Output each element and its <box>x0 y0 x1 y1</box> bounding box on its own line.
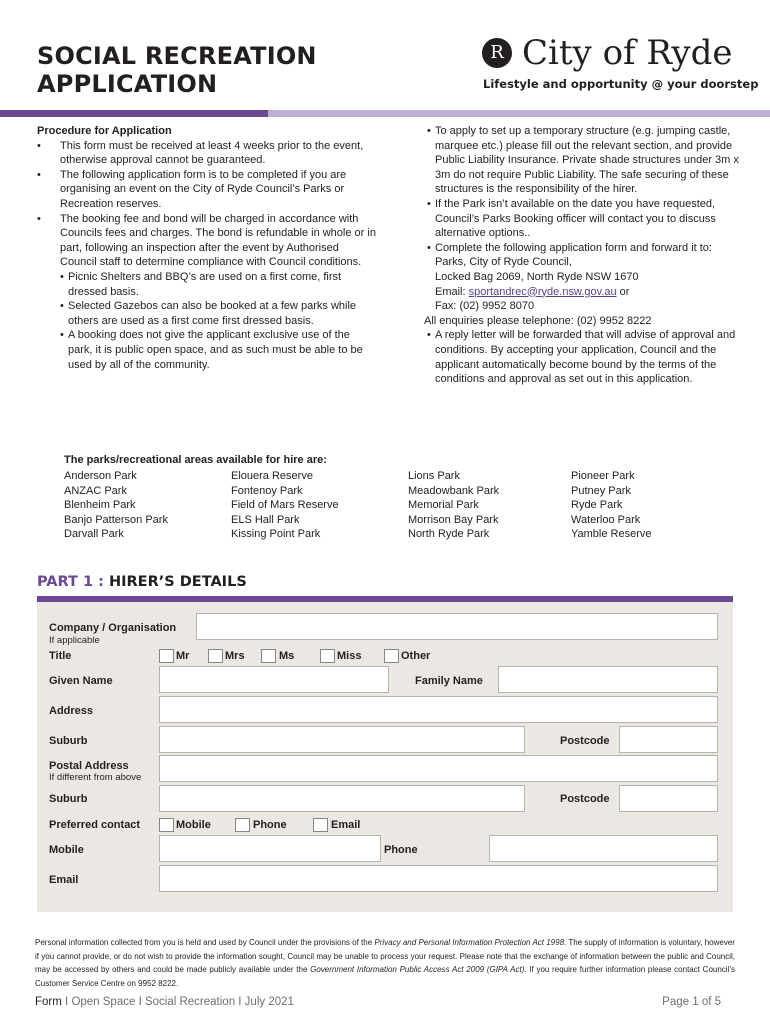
title-other-checkbox[interactable] <box>384 649 399 663</box>
park-item: Yamble Reserve <box>571 528 652 541</box>
procedure-sub-bullet: • Picnic Shelters and BBQ’s are used on a first come, first dressed basis. <box>37 270 377 299</box>
email-link[interactable]: sportandrec@ryde.nsw.gov.au <box>468 285 617 298</box>
privacy-text-3: If you require further information please contact Council’s Customer Service Centre on 9952 8222. <box>35 965 735 988</box>
page-title <box>37 42 317 98</box>
address-line: Locked Bag 2069, North Ryde NSW 1670 <box>435 270 639 283</box>
procedure-bullet: • This form must be received at least 4 weeks prior to the event, otherwise approval cannot be guaranteed. <box>37 139 377 168</box>
title-mr-label: Mr <box>176 650 190 662</box>
postcode-input[interactable] <box>619 726 718 753</box>
email-input[interactable] <box>159 865 718 892</box>
company-sublabel: If applicable <box>49 635 100 646</box>
email-label: Email <box>49 874 79 886</box>
company-label: Company / Organisation <box>49 622 177 634</box>
park-item: Kissing Point Park <box>231 528 321 541</box>
footer-doc-type: Form <box>35 996 62 1008</box>
park-item: North Ryde Park <box>408 528 490 541</box>
title-mr-checkbox[interactable] <box>159 649 174 663</box>
footer-doc-details: Open Space I Social Recreation I July 2021 <box>71 996 294 1008</box>
title-ms-checkbox[interactable] <box>261 649 276 663</box>
mobile-label: Mobile <box>49 844 84 856</box>
family-name-input[interactable] <box>498 666 718 693</box>
park-item: Elouera Reserve <box>231 470 313 482</box>
park-item: Memorial Park <box>408 499 479 512</box>
park-item: Anderson Park <box>64 470 137 482</box>
procedure-right-column <box>424 124 744 387</box>
title-other-label: Other <box>401 650 431 662</box>
hirer-details-form <box>37 602 733 912</box>
procedure-sub-bullet: • A booking does not give the applicant exclusive use of the park, it is public open space, and as such must be able to be used by all of the community. <box>37 328 377 372</box>
pref-mobile-label: Mobile <box>176 819 211 831</box>
title-label: Title <box>49 650 72 662</box>
header-band-purple <box>0 110 268 117</box>
park-item: Banjo Patterson Park <box>64 513 168 526</box>
email-line <box>424 285 744 300</box>
gipa-act-name: Government Information Public Access Act 2009 (GIPA Act). <box>310 965 527 974</box>
part-heading: HIRER’S DETAILS <box>108 574 247 590</box>
given-name-label: Given Name <box>49 675 113 687</box>
privacy-text-2: . The supply of information is voluntary, however if you cannot provide, or do not wish to provide the information sought, Council may be unable to process your request. Please note that the exchange of information between the public and Council, may be accessed by others and could be made publicly available under the <box>35 938 735 974</box>
postal-suburb-input[interactable] <box>159 785 525 812</box>
email-or: or <box>619 285 630 298</box>
procedure-title: Procedure for Application <box>37 125 172 137</box>
parks-column-4 <box>571 469 652 542</box>
title-ms-label: Ms <box>279 650 295 662</box>
park-item: Blenheim Park <box>64 499 136 512</box>
postal-postcode-input[interactable] <box>619 785 718 812</box>
postal-postcode-label: Postcode <box>560 793 610 805</box>
footer-document-info <box>35 996 294 1008</box>
title-miss-label: Miss <box>337 650 362 662</box>
postal-address-input[interactable] <box>159 755 718 782</box>
title-mrs-label: Mrs <box>225 650 245 662</box>
title-line-1: SOCIAL RECREATION <box>37 42 317 70</box>
procedure-bullet: • If the Park isn’t available on the date you have requested, Council’s Parks Booking officer will contact you to discuss alternative options.. <box>424 197 744 241</box>
part-number: PART 1 : <box>37 574 104 590</box>
postcode-label: Postcode <box>560 735 610 747</box>
given-name-input[interactable] <box>159 666 389 693</box>
enquiries-line: All enquiries please telephone: (02) 9952 8222 <box>424 314 652 327</box>
suburb-label: Suburb <box>49 735 88 747</box>
park-item: Ryde Park <box>571 499 623 512</box>
park-item: Darvall Park <box>64 528 124 541</box>
procedure-sub-bullet: • Selected Gazebos can also be booked at a few parks while others are used as a first come first dressed basis. <box>37 299 377 328</box>
park-item: Morrison Bay Park <box>408 513 499 526</box>
parks-column-3 <box>408 469 499 542</box>
postal-address-label: Postal Address <box>49 760 129 772</box>
park-item: ANZAC Park <box>64 484 127 497</box>
phone-input[interactable] <box>489 835 718 862</box>
address-line: Parks, City of Ryde Council, <box>435 256 572 269</box>
company-input[interactable] <box>196 613 718 640</box>
privacy-text-1: Personal information collected from you is held and used by Council under the provisions of the <box>35 938 375 947</box>
park-item: ELS Hall Park <box>231 513 300 526</box>
park-item: Fontenoy Park <box>231 484 303 497</box>
title-line-2: APPLICATION <box>37 70 218 98</box>
title-miss-checkbox[interactable] <box>320 649 335 663</box>
part1-title <box>37 574 247 590</box>
procedure-left-column <box>37 124 377 372</box>
title-mrs-checkbox[interactable] <box>208 649 223 663</box>
address-label: Address <box>49 705 94 717</box>
park-item: Field of Mars Reserve <box>231 499 339 512</box>
preferred-contact-label: Preferred contact <box>49 819 141 831</box>
parks-column-1 <box>64 469 168 542</box>
procedure-bullet: • A reply letter will be forwarded that will advise of approval and conditions. By accepting your application, Council and the applicant automatically become bound by the terms of the conditions and approval as set out in this application. <box>424 328 744 386</box>
logo-name: City of Ryde <box>522 33 733 73</box>
suburb-input[interactable] <box>159 726 525 753</box>
procedure-bullet: • The following application form is to be completed if you are organising an event on the City of Ryde Council’s Parks or Recreation reserves. <box>37 168 377 212</box>
procedure-bullet: • Complete the following application form and forward it to: <box>424 241 744 256</box>
phone-label: Phone <box>384 844 418 856</box>
email-label: Email: <box>435 285 466 298</box>
pref-phone-label: Phone <box>253 819 287 831</box>
page-number: Page 1 of 5 <box>662 996 721 1008</box>
mobile-input[interactable] <box>159 835 381 862</box>
parks-heading: The parks/recreational areas available for hire are: <box>64 454 327 466</box>
parks-column-2 <box>231 469 339 542</box>
pref-mobile-checkbox[interactable] <box>159 818 174 832</box>
ryde-r-icon: R <box>482 38 512 68</box>
privacy-act-name: Privacy and Personal Information Protection Act 1998 <box>374 938 565 947</box>
pref-email-checkbox[interactable] <box>313 818 328 832</box>
park-item: Waterloo Park <box>571 513 641 526</box>
park-item: Pioneer Park <box>571 470 635 482</box>
family-name-label: Family Name <box>415 675 483 687</box>
fax-line: Fax: (02) 9952 8070 <box>435 300 535 313</box>
park-item: Lions Park <box>408 470 460 482</box>
pref-email-label: Email <box>331 819 361 831</box>
city-of-ryde-logo <box>482 32 759 94</box>
park-item: Putney Park <box>571 484 631 497</box>
header-band-lilac <box>268 110 770 117</box>
postal-address-sublabel: If different from above <box>49 772 142 783</box>
footer-separator: I <box>61 996 72 1008</box>
procedure-bullet: • To apply to set up a temporary structure (e.g. jumping castle, marquee etc.) please fill out the relevant section, and provide Public Liability Insurance. Private shade structures under 3m x 3m do not require Public Liability. The safe securing of these structures is the responsibility of the hirer. <box>424 124 744 197</box>
pref-phone-checkbox[interactable] <box>235 818 250 832</box>
park-item: Meadowbank Park <box>408 484 500 497</box>
logo-tagline: Lifestyle and opportunity @ your doorstep <box>483 77 759 91</box>
privacy-notice <box>35 936 735 990</box>
postal-suburb-label: Suburb <box>49 793 88 805</box>
address-input[interactable] <box>159 696 718 723</box>
procedure-bullet: • The booking fee and bond will be charged in accordance with Councils fees and charges. The bond is refundable in whole or in part, following an inspection after the event by Authorised Council staff to determine compliance with Council conditions. <box>37 212 377 270</box>
